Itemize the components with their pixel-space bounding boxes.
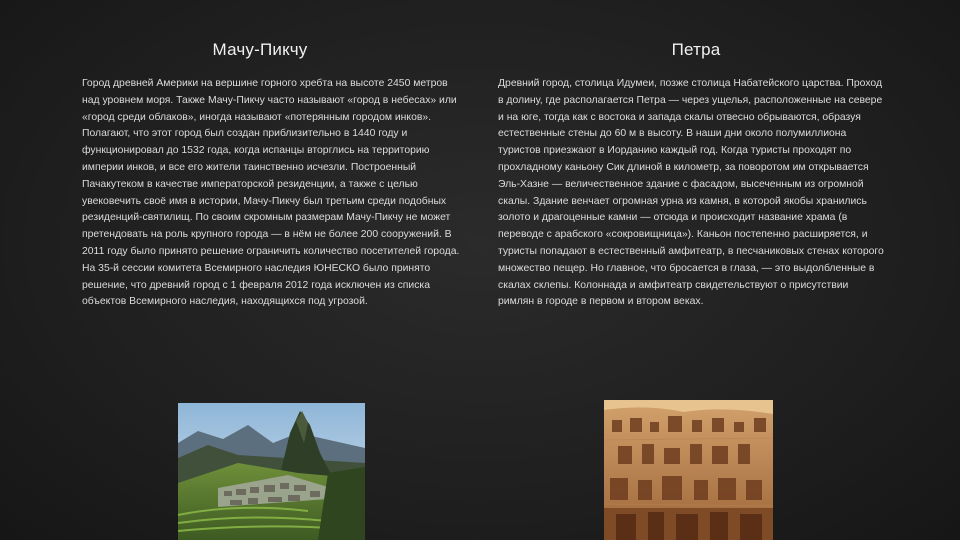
machu-picchu-title: Мачу-Пикчу (212, 40, 308, 59)
petra-title: Петра (671, 40, 721, 59)
machu-picchu-photo (178, 403, 365, 540)
machu-picchu-description: Город древней Америки на вершине горного хребта на высоте 2450 метров над уровнем моря. Также Мачу-Пикчу часто называют «город в небесах» или «город среди облаков», иногда называют «потерянным городом инков». Полагают, что этот город был создан приблизительно в 1440 году и функционировал до 1532 года, когда испанцы вторглись на территорию империи инков, и все его жители таинственно исчезли. Построенный Пачакутеком в качестве императорской резиденции, а также с целью увековечить своё имя в истории, Мачу-Пикчу был третьим среди подобных резиденций-святилищ. По своим скромным размерам Мачу-Пикчу не может претендовать на роль крупного города — в нём не более 200 сооружений. В 2011 году было принято решение ограничить количество посетителей города. На 35-й сессии комитета Всемирного наследия ЮНЕСКО было принято решение, что древний город с 1 февраля 2012 года исключен из списка объектов Всемирного наследия, находящихся под угрозой. (82, 78, 460, 308)
petra-description: Древний город, столица Идумеи, позже столица Набатейского царства. Проход в долину, где располагается Петра — через ущелья, расположенные на севере и на юге, тогда как с востока и запада скалы отвесно обрываются, образуя естественные стены до 60 м в высоту. В наши дни около полумиллиона туристов приезжают в Иорданию каждый год. Когда туристы проходят по прохладному каньону Сик длиной в километр, за поворотом им открывается Эль-Хазне — величественное здание с фасадом, высеченным из огромной скалы. Здание венчает огромная урна из камня, в которой якобы хранились золото и драгоценные камни — отсюда и происходит название храма (в переводе с арабского «сокровищница»). Каньон постепенно расширяется, и туристы попадают в естественный амфитеатр, в песчаниковых стенах которого множество пещер. Но главное, что бросается в глаза, — это выдолбленные в скалах склепы. Колоннада и амфитеатр свидетельствуют о присутствии римлян в городе в первом и втором веках. (498, 78, 884, 308)
petra-photo (604, 400, 773, 540)
